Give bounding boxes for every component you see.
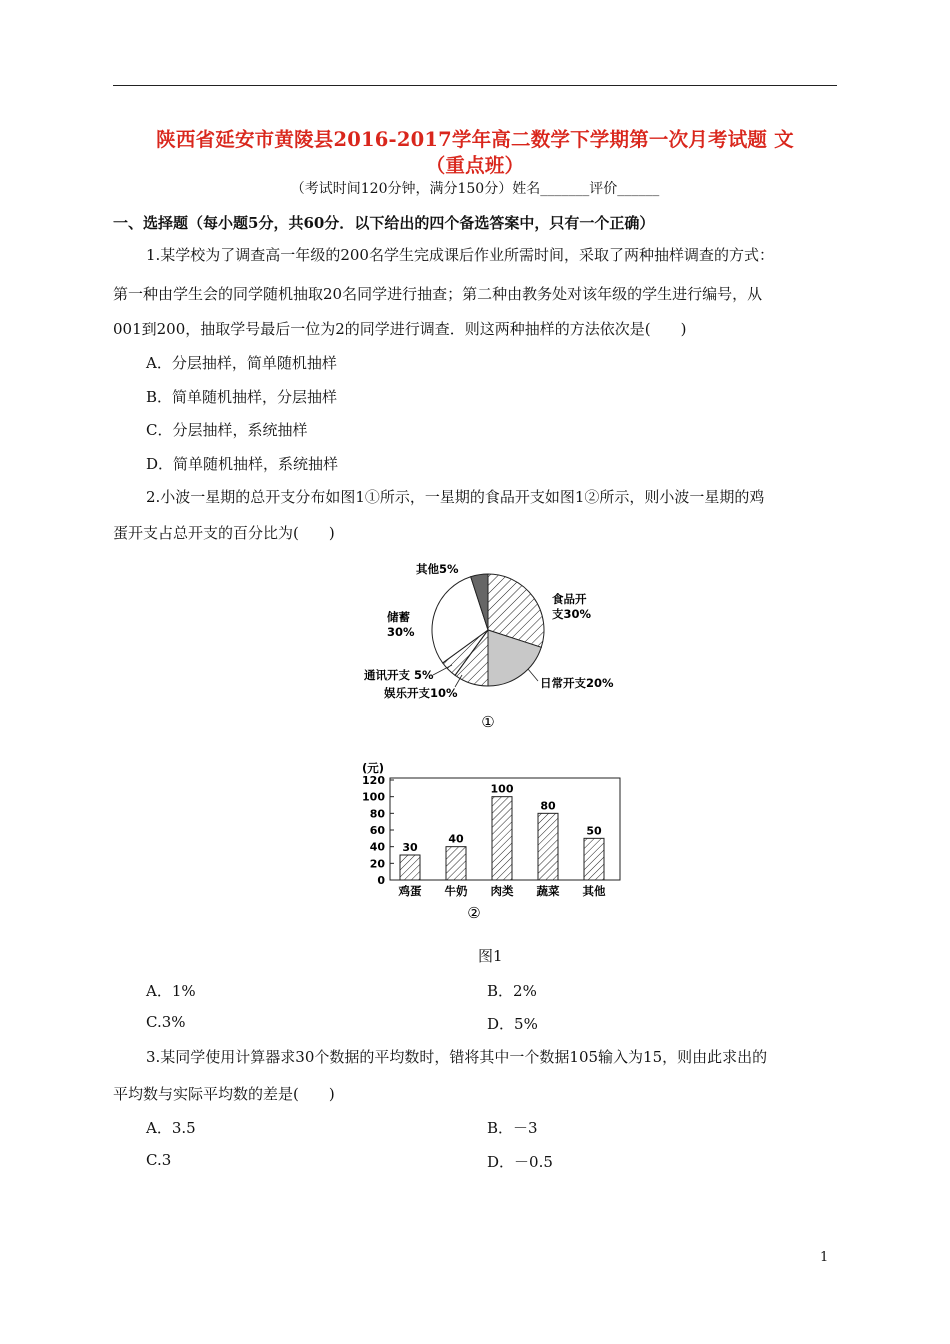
bar-data-label: 30 xyxy=(402,841,418,854)
exam-subtitle: （考试时间120分钟，满分150分）姓名_______评价______ xyxy=(290,181,660,197)
title-line-1: 陕西省延安市黄陵县2016-2017学年高二数学下学期第一次月考试题 文 xyxy=(156,128,794,151)
bar-chart xyxy=(340,760,640,930)
q1-line-3: 001到200，抽取学号最后一位为2的同学进行调查．则这两种抽样的方法依次是( ) xyxy=(113,320,687,338)
bar xyxy=(446,847,466,880)
bar-data-label: 80 xyxy=(540,799,556,813)
y-tick-label: 80 xyxy=(369,807,385,821)
y-tick-label: 60 xyxy=(369,824,385,837)
pie-slice-label: 通讯开支 5% xyxy=(364,668,434,682)
pie-slice-label: 其他5% xyxy=(416,562,459,576)
bar-data-label: 100 xyxy=(490,782,514,796)
q2-option-c: C.3% xyxy=(146,1013,186,1031)
bar-data-label: 50 xyxy=(586,824,602,838)
q3-line-1: 3.某同学使用计算器求30个数据的平均数时，错将其中一个数据105输入为15，则由此求出的 xyxy=(146,1048,768,1066)
pie-figure-label: ① xyxy=(481,713,495,731)
q1-line-2: 第一种由学生会的同学随机抽取20名同学进行抽查；第二种由教务处对该年级的学生进行编号，从 xyxy=(113,285,763,303)
y-tick-label: 120 xyxy=(362,774,385,787)
q2-line-2: 蛋开支占总开支的百分比为( ) xyxy=(113,524,335,542)
q1-option-a: A．分层抽样，简单随机抽样 xyxy=(146,354,337,372)
q3-option-b: B．－3 xyxy=(487,1119,538,1137)
q2-option-a: A．1% xyxy=(146,982,196,1000)
bar xyxy=(492,797,512,880)
bar-data-label: 40 xyxy=(448,832,464,846)
q3-line-2: 平均数与实际平均数的差是( ) xyxy=(113,1085,335,1103)
y-tick-label: 0 xyxy=(377,874,385,887)
y-axis-label: (元) xyxy=(362,761,385,775)
q3-option-a: A．3.5 xyxy=(146,1119,196,1137)
q2-line-1: 2.小波一星期的总开支分布如图1①所示，一星期的食品开支如图1②所示，则小波一星期的鸡 xyxy=(146,488,765,506)
q3-option-d: D．－0.5 xyxy=(487,1153,553,1171)
pie-slice-label: 储蓄 xyxy=(387,610,410,624)
section-heading: 一、选择题（每小题5分，共60分．以下给出的四个备选答案中，只有一个正确） xyxy=(113,214,655,232)
q3-option-c: C.3 xyxy=(146,1151,172,1169)
pie-slice-label: 娱乐开支10% xyxy=(384,686,458,700)
bar xyxy=(584,838,604,880)
leader-line xyxy=(528,669,538,681)
x-category-label: 肉类 xyxy=(490,884,514,898)
pie-chart xyxy=(340,555,630,755)
y-tick-label: 40 xyxy=(369,840,385,854)
title-line-2: （重点班） xyxy=(425,154,525,177)
y-tick-label: 20 xyxy=(369,857,385,871)
figure-caption: 图1 xyxy=(478,947,503,965)
bar xyxy=(538,813,558,880)
bar-figure-label: ② xyxy=(467,904,481,922)
x-category-label: 牛奶 xyxy=(444,884,468,898)
header-rule xyxy=(113,85,837,86)
pie-slice-label: 日常开支20% xyxy=(540,676,614,690)
x-category-label: 鸡蛋 xyxy=(398,884,422,898)
y-tick-label: 100 xyxy=(362,790,385,804)
page-number: 1 xyxy=(820,1250,829,1265)
q1-option-d: D．简单随机抽样，系统抽样 xyxy=(146,455,339,473)
q1-option-b: B．简单随机抽样，分层抽样 xyxy=(146,388,338,406)
pie-slice-label: 30% xyxy=(387,625,415,639)
q2-option-b: B．2% xyxy=(487,982,537,1000)
q1-option-c: C．分层抽样，系统抽样 xyxy=(146,421,308,439)
q1-line-1: 1.某学校为了调查高一年级的200名学生完成课后作业所需时间，采取了两种抽样调查的方式： xyxy=(146,246,774,264)
pie-slice-label: 食品开 xyxy=(552,592,587,606)
x-category-label: 蔬菜 xyxy=(536,884,560,898)
bar xyxy=(400,855,420,880)
pie-slice-label: 支30% xyxy=(552,607,592,621)
x-category-label: 其他 xyxy=(582,884,606,898)
q2-option-d: D．5% xyxy=(487,1015,538,1033)
